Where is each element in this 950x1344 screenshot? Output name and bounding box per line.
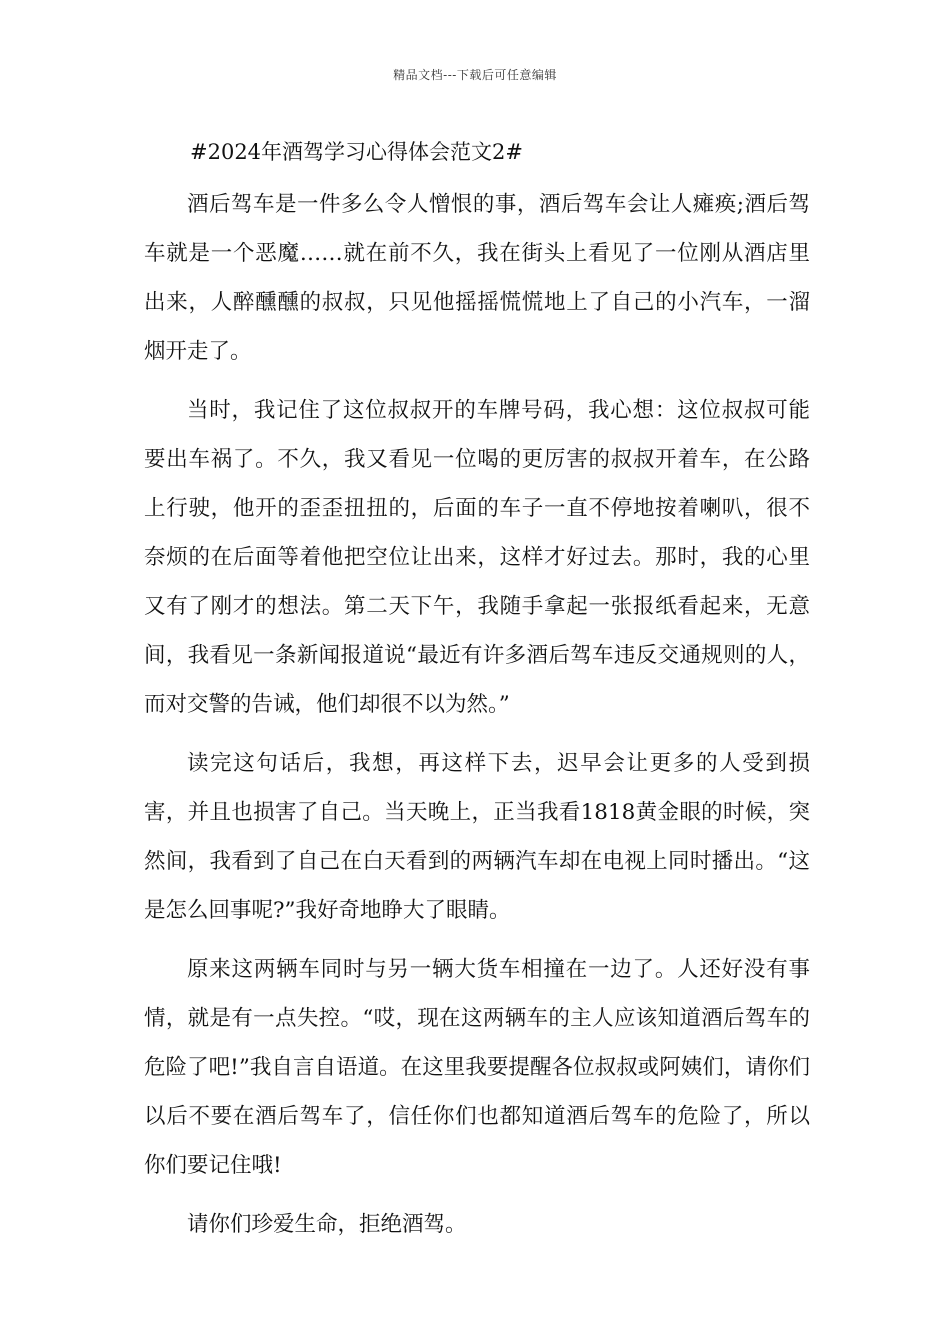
paragraph-1: 酒后驾车是一件多么令人憎恨的事，酒后驾车会让人瘫痪;酒后驾车就是一个恶魔……就在前不久，我在街头上看见了一位刚从酒店里出来，人醉醺醺的叔叔，只见他摇摇慌慌地上了自己的小汽车，一溜烟开走了。 xyxy=(144,192,810,364)
paragraph-5: 请你们珍爱生命，拒绝酒驾。 xyxy=(187,1212,467,1237)
document-title: #2024年酒驾学习心得体会范文2# xyxy=(190,140,523,164)
page-header: 精品文档---下载后可任意编辑 xyxy=(393,68,557,82)
paragraph-4: 原来这两辆车同时与另一辆大货车相撞在一边了。人还好没有事情，就是有一点失控。“哎，现在这两辆车的主人应该知道酒后驾车的危险了吧!”我自言自语道。在这里我要提醒各位叔叔或阿姨们，请你们以后不要在酒后驾车了，信任你们也都知道酒后驾车的危险了，所以你们要记住哦! xyxy=(144,957,810,1178)
document-body xyxy=(144,136,810,1259)
paragraph-3: 读完这句话后，我想，再这样下去，迟早会让更多的人受到损害，并且也损害了自己。当天晚上，正当我看1818黄金眼的时候，突然间，我看到了自己在白天看到的两辆汽车却在电视上同时播出。“这是怎么回事呢?”我好奇地睁大了眼睛。 xyxy=(144,751,810,923)
paragraph-2: 当时，我记住了这位叔叔开的车牌号码，我心想：这位叔叔可能要出车祸了。不久，我又看见一位喝的更厉害的叔叔开着车，在公路上行驶，他开的歪歪扭扭的，后面的车子一直不停地按着喇叭，很不奈烦的在后面等着他把空位让出来，这样才好过去。那时，我的心里又有了刚才的想法。第二天下午，我随手拿起一张报纸看起来，无意间，我看见一条新闻报道说“最近有许多酒后驾车违反交通规则的人，而对交警的告诫，他们却很不以为然。” xyxy=(144,398,810,717)
